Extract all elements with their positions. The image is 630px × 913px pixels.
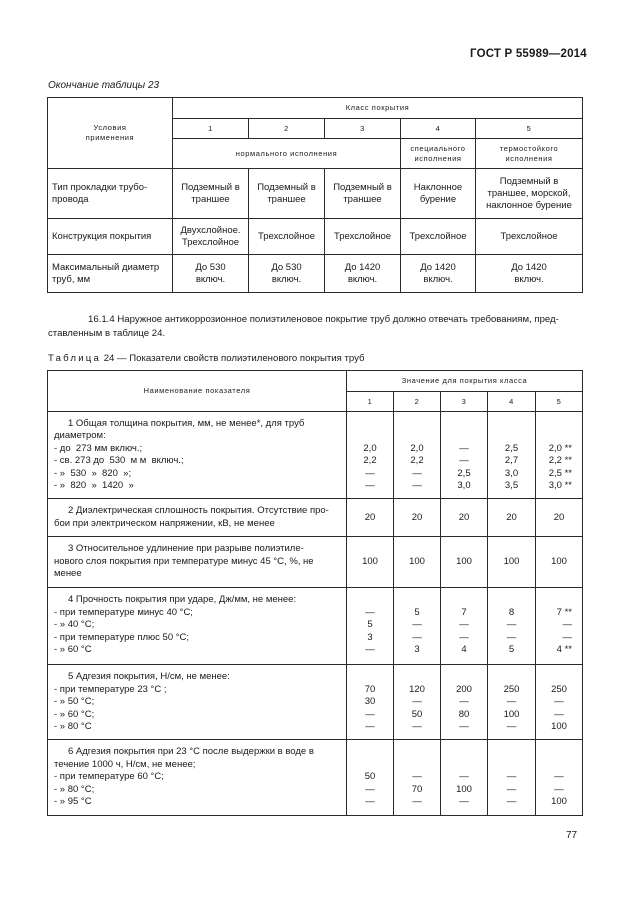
- value: 250: [503, 683, 520, 695]
- value: —: [554, 696, 564, 708]
- value: 2,0 **: [548, 442, 572, 454]
- table24-caption-rest: 24 — Показатели свойств полиэтиленового покрытия труб: [103, 353, 365, 364]
- value: —: [412, 721, 422, 732]
- value: 2,0: [363, 442, 377, 454]
- value: 7 **: [556, 606, 572, 618]
- value: —: [562, 619, 572, 631]
- value-cell: 20: [488, 499, 536, 537]
- table-23: [47, 97, 583, 293]
- indicator-line: - св. 273 до 530 м м включ.;: [54, 455, 184, 467]
- value: 2,5: [504, 442, 519, 454]
- value: 200: [456, 683, 472, 695]
- indicator-line: - » 60 °С: [54, 644, 92, 656]
- indicator-line: - » 820 » 1420 »: [54, 480, 134, 492]
- indicator-text: нового слоя покрытия при температуре минус 45 °С, %, не: [54, 555, 314, 567]
- value-header: Значение для покрытия класса: [347, 371, 583, 392]
- value: —: [506, 721, 517, 732]
- value: 2,7: [504, 455, 519, 467]
- class-number: 1: [173, 119, 249, 139]
- value: 100: [551, 796, 567, 808]
- row-label: Максимальный диаметр труб, мм: [48, 255, 173, 293]
- value: 100: [503, 708, 520, 720]
- value: —: [412, 631, 422, 643]
- value-cell: [347, 588, 394, 665]
- value-cell: [441, 740, 488, 816]
- value-cell: [394, 665, 441, 740]
- class-number: 2: [249, 119, 325, 139]
- value: 3,0 **: [548, 479, 572, 491]
- value: —: [365, 479, 375, 491]
- indicator-text: течение 1000 ч, Н/см, не менее;: [54, 758, 196, 770]
- value: 2,5: [457, 467, 471, 479]
- class-number: 4: [401, 119, 476, 139]
- value: —: [459, 796, 469, 808]
- value-cell: [536, 665, 583, 740]
- class-number: 2: [394, 392, 441, 412]
- value-cell: 20: [394, 499, 441, 537]
- value: 3,0: [457, 479, 471, 491]
- table-24: [47, 370, 583, 816]
- cell: Подземный в траншее, морской, наклонное бурение: [476, 169, 583, 219]
- execution-special: специального исполнения: [401, 139, 476, 169]
- value-cell: [347, 665, 394, 740]
- value: 2,2: [363, 455, 377, 467]
- value: —: [459, 631, 469, 643]
- value: —: [554, 771, 564, 783]
- value-cell: [536, 412, 583, 499]
- cell: До 1420 включ.: [401, 255, 476, 293]
- class-number: 5: [476, 119, 583, 139]
- cell: Трехслойное: [325, 219, 401, 255]
- value-cell: 100: [347, 537, 394, 588]
- value-cell: [441, 412, 488, 499]
- value: 50: [411, 708, 423, 720]
- indicator-cell: [48, 412, 347, 499]
- value: 30: [364, 696, 376, 708]
- value: 70: [364, 683, 376, 695]
- value: 2,2 **: [548, 455, 572, 467]
- value: —: [365, 721, 375, 732]
- value: 2,2: [410, 455, 424, 467]
- indicator-line: - при температуре 23 °С ;: [54, 683, 167, 695]
- indicator-line: - при температуре плюс 50 °С;: [54, 631, 190, 643]
- value: —: [459, 442, 469, 454]
- value: 3,5: [504, 479, 519, 491]
- page-number: 77: [566, 830, 578, 841]
- table24-caption-prefix: Таблица: [48, 353, 102, 364]
- value: 2,5 **: [548, 467, 572, 479]
- indicator-text: 3 Относительное удлинение при разрыве полиэтиле-: [68, 543, 304, 555]
- value-cell: [441, 665, 488, 740]
- cell: До 530 включ.: [249, 255, 325, 293]
- value: —: [459, 619, 469, 631]
- row-label: Тип прокладки трубо-провода: [48, 169, 173, 219]
- value: 5: [508, 644, 515, 655]
- paragraph-16-1-4: 16.1.4 Наружное антикоррозионное полиэтиленовое покрытие труб должно отвечать требованиям, пред-ставленным в таблице 24.: [48, 314, 559, 339]
- indicator-line: - при температуре 60 °С;: [54, 771, 164, 783]
- value: —: [365, 644, 375, 655]
- cell: Трехслойное: [401, 219, 476, 255]
- execution-normal: нормального исполнения: [173, 139, 401, 169]
- value: 50: [364, 771, 376, 783]
- name-header: Наименование показателя: [48, 371, 347, 412]
- class-header: Класс покрытия: [173, 98, 583, 119]
- indicator-line: - » 50 °С;: [54, 696, 95, 708]
- class-number: 5: [536, 392, 583, 412]
- cell: Подземный в траншее: [249, 169, 325, 219]
- value: —: [412, 696, 422, 708]
- indicator-cell: [48, 740, 347, 816]
- value: —: [506, 619, 517, 631]
- value: 100: [551, 721, 567, 732]
- indicator-line: - » 80 °С: [54, 721, 92, 733]
- value-cell: [441, 588, 488, 665]
- value: —: [365, 796, 375, 808]
- value-cell: [488, 412, 536, 499]
- execution-heat: термостойкого исполнения: [476, 139, 583, 169]
- value: 4: [461, 644, 467, 655]
- value-cell: [488, 665, 536, 740]
- value: 4 **: [556, 644, 572, 655]
- value: 70: [411, 783, 423, 795]
- indicator-line: - » 530 » 820 »;: [54, 467, 132, 479]
- cell: Подземный в траншее: [325, 169, 401, 219]
- value-cell: [394, 412, 441, 499]
- indicator-line: - » 40 °С;: [54, 619, 95, 631]
- value: 80: [458, 708, 470, 720]
- value: —: [506, 783, 517, 795]
- indicator-cell: [48, 665, 347, 740]
- value: —: [412, 479, 422, 491]
- value: —: [365, 606, 375, 618]
- cell: Двухслойное. Трехслойное: [173, 219, 249, 255]
- indicator-text: 5 Адгезия покрытия, Н/см, не менее:: [68, 671, 230, 683]
- class-number: 3: [325, 119, 401, 139]
- indicator-line: - » 80 °С;: [54, 783, 95, 795]
- row-label: Конструкция покрытия: [48, 219, 173, 255]
- value: 3,0: [504, 467, 519, 479]
- value: 7: [461, 606, 467, 618]
- indicator-text: 2 Диэлектрическая сплошность покрытия. Отсутствие про-: [68, 505, 329, 517]
- indicator-cell: [48, 588, 347, 665]
- value-cell: [394, 588, 441, 665]
- value: 5: [367, 619, 373, 631]
- value-cell: 100: [488, 537, 536, 588]
- value-cell: [394, 740, 441, 816]
- value: —: [554, 708, 564, 720]
- value: —: [365, 708, 375, 720]
- value-cell: [488, 588, 536, 665]
- value-cell: 20: [536, 499, 583, 537]
- value: —: [459, 771, 469, 783]
- cell: Подземный в траншее: [173, 169, 249, 219]
- value: —: [506, 631, 517, 643]
- cell: До 1420 включ.: [325, 255, 401, 293]
- value: 3: [414, 644, 420, 655]
- value: 8: [508, 606, 515, 618]
- indicator-line: - до 273 мм включ.;: [54, 442, 143, 454]
- value-cell: 20: [441, 499, 488, 537]
- value: 3: [367, 631, 373, 643]
- value-cell: [536, 740, 583, 816]
- conditions-header: Условия применения: [48, 98, 173, 169]
- value: —: [365, 467, 375, 479]
- cell: Трехслойное: [476, 219, 583, 255]
- value: —: [412, 467, 422, 479]
- value-cell: [536, 588, 583, 665]
- value: 250: [551, 683, 567, 695]
- cell: До 1420 включ.: [476, 255, 583, 293]
- value: 5: [414, 606, 420, 618]
- indicator-text: диаметром:: [54, 430, 106, 442]
- value: —: [459, 455, 469, 467]
- indicator-line: - » 95 °С: [54, 796, 92, 808]
- indicator-line: - » 60 °С;: [54, 708, 95, 720]
- class-number: 4: [488, 392, 536, 412]
- value-cell: 100: [394, 537, 441, 588]
- value-cell: [488, 740, 536, 816]
- cell: Наклонное бурение: [401, 169, 476, 219]
- value: —: [459, 721, 469, 732]
- value: —: [506, 696, 517, 708]
- indicator-line: - при температуре минус 40 °С;: [54, 606, 193, 618]
- standard-number: ГОСТ Р 55989—2014: [470, 48, 587, 60]
- value: 120: [409, 683, 425, 695]
- class-number: 3: [441, 392, 488, 412]
- value: —: [506, 796, 517, 808]
- value: —: [554, 783, 564, 795]
- value-cell: [347, 740, 394, 816]
- value: —: [365, 783, 375, 795]
- indicator-text: 1 Общая толщина покрытия, мм, не менее*, для труб: [68, 418, 305, 429]
- value: 100: [456, 783, 472, 795]
- value-cell: [347, 412, 394, 499]
- value: —: [459, 696, 469, 708]
- cell: До 530 включ.: [173, 255, 249, 293]
- table23-caption: Окончание таблицы 23: [48, 80, 160, 91]
- value: —: [412, 796, 422, 808]
- value: 2,0: [410, 442, 424, 454]
- indicator-cell: [48, 499, 347, 537]
- value: —: [412, 771, 422, 783]
- class-number: 1: [347, 392, 394, 412]
- value-cell: 100: [536, 537, 583, 588]
- indicator-text: бои при электрическом напряжении, кВ, не менее: [54, 517, 275, 529]
- indicator-text: менее: [54, 568, 82, 580]
- value: —: [562, 631, 572, 643]
- cell: Трехслойное: [249, 219, 325, 255]
- value-cell: 20: [347, 499, 394, 537]
- value: —: [412, 619, 422, 631]
- value: —: [506, 771, 517, 783]
- table24-caption: [48, 353, 365, 364]
- indicator-text: 4 Прочность покрытия при ударе, Дж/мм, не менее:: [68, 594, 297, 606]
- value-cell: 100: [441, 537, 488, 588]
- indicator-text: 6 Адгезия покрытия при 23 °С после выдержки в воде в: [68, 746, 314, 758]
- indicator-cell: [48, 537, 347, 588]
